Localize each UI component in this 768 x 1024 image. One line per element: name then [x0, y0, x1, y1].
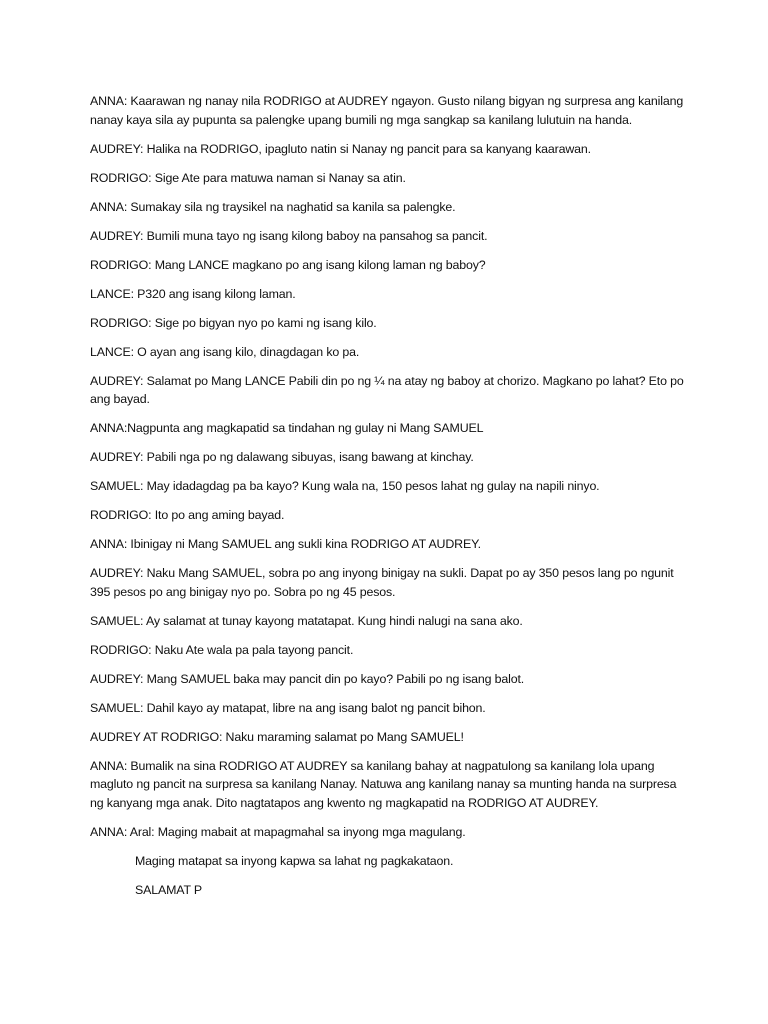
- paragraph-audrey-2: AUDREY: Bumili muna tayo ng isang kilong baboy na pansahog sa pancit.: [90, 228, 488, 243]
- document-body: [90, 92, 690, 910]
- paragraph-rodrigo-4: RODRIGO: Ito po ang aming bayad.: [90, 508, 285, 522]
- paragraph-intro-anna: ANNA: Kaarawan ng nanay nila RODRIGO at AUDREY ngayon. Gusto nilang bigyan ng surpresa ang kanilang nanay kaya sila ay pupunta sa palengke upang bumili ng mga sangkap sa kanilang lulutuin na handa.: [90, 94, 684, 127]
- paragraph-rodrigo-2: RODRIGO: Mang LANCE magkano po ang isang kilong laman ng baboy?: [90, 257, 486, 272]
- paragraph-audrey-4: AUDREY: Pabili nga po ng dalawang sibuyas, isang bawang at kinchay.: [90, 450, 474, 464]
- paragraph-audrey-6: AUDREY: Mang SAMUEL baka may pancit din po kayo? Pabili po ng isang balot.: [90, 671, 525, 686]
- paragraph-audrey-1: AUDREY: Halika na RODRIGO, ipagluto natin si Nanay ng pancit para sa kanyang kaarawan.: [90, 141, 591, 156]
- paragraph-audrey-3: AUDREY: Salamat po Mang LANCE Pabili din po ng ¼ na atay ng baboy at chorizo. Magkano po lahat? Eto po ang bayad.: [90, 373, 684, 406]
- paragraph-aral: ANNA: Aral: Maging mabait at mapagmahal sa inyong mga magulang.: [90, 824, 466, 839]
- paragraph-samuel-2: SAMUEL: Ay salamat at tunay kayong matatapat. Kung hindi nalugi na sana ako.: [90, 613, 523, 628]
- paragraph-rodrigo-1: RODRIGO: Sige Ate para matuwa naman si Nanay sa atin.: [90, 170, 406, 185]
- paragraph-aral-2: Maging matapat sa inyong kapwa sa lahat ng pagkakataon.: [135, 853, 454, 868]
- paragraph-rodrigo-3: RODRIGO: Sige po bigyan nyo po kami ng isang kilo.: [90, 315, 377, 330]
- paragraph-audrey-5: AUDREY: Naku Mang SAMUEL, sobra po ang inyong binigay na sukli. Dapat po ay 350 pesos lang po ngunit 395 pesos po ang binigay nyo po. Sobra po ng 45 pesos.: [90, 566, 674, 599]
- paragraph-anna-4: ANNA: Ibinigay ni Mang SAMUEL ang sukli kina RODRIGO AT AUDREY.: [90, 537, 481, 551]
- paragraph-rodrigo-5: RODRIGO: Naku Ate wala pa pala tayong pancit.: [90, 642, 354, 657]
- paragraph-audrey-rodrigo: AUDREY AT RODRIGO: Naku maraming salamat po Mang SAMUEL!: [90, 729, 464, 744]
- paragraph-salamat: SALAMAT P: [135, 882, 203, 897]
- paragraph-lance-1: LANCE: P320 ang isang kilong laman.: [90, 286, 296, 301]
- paragraph-samuel-3: SAMUEL: Dahil kayo ay matapat, libre na ang isang balot ng pancit bihon.: [90, 700, 486, 715]
- paragraph-lance-2: LANCE: O ayan ang isang kilo, dinagdagan ko pa.: [90, 344, 360, 359]
- paragraph-anna-5: ANNA: Bumalik na sina RODRIGO AT AUDREY sa kanilang bahay at nagpatulong sa kanilang lola upang magluto ng pancit na surpresa sa kanilang Nanay. Natuwa ang kanilang nanay sa munting handa na surpresa ng kanyang mga anak. Dito nagtatapos ang kwento ng magkapatid na RODRIGO AT AUDREY.: [90, 758, 677, 810]
- paragraph-anna-2: ANNA: Sumakay sila ng traysikel na naghatid sa kanila sa palengke.: [90, 199, 456, 214]
- paragraph-anna-3: ANNA:Nagpunta ang magkapatid sa tindahan ng gulay ni Mang SAMUEL: [90, 421, 484, 435]
- paragraph-samuel-1: SAMUEL: May idadagdag pa ba kayo? Kung wala na, 150 pesos lahat ng gulay na napili ninyo.: [90, 479, 600, 493]
